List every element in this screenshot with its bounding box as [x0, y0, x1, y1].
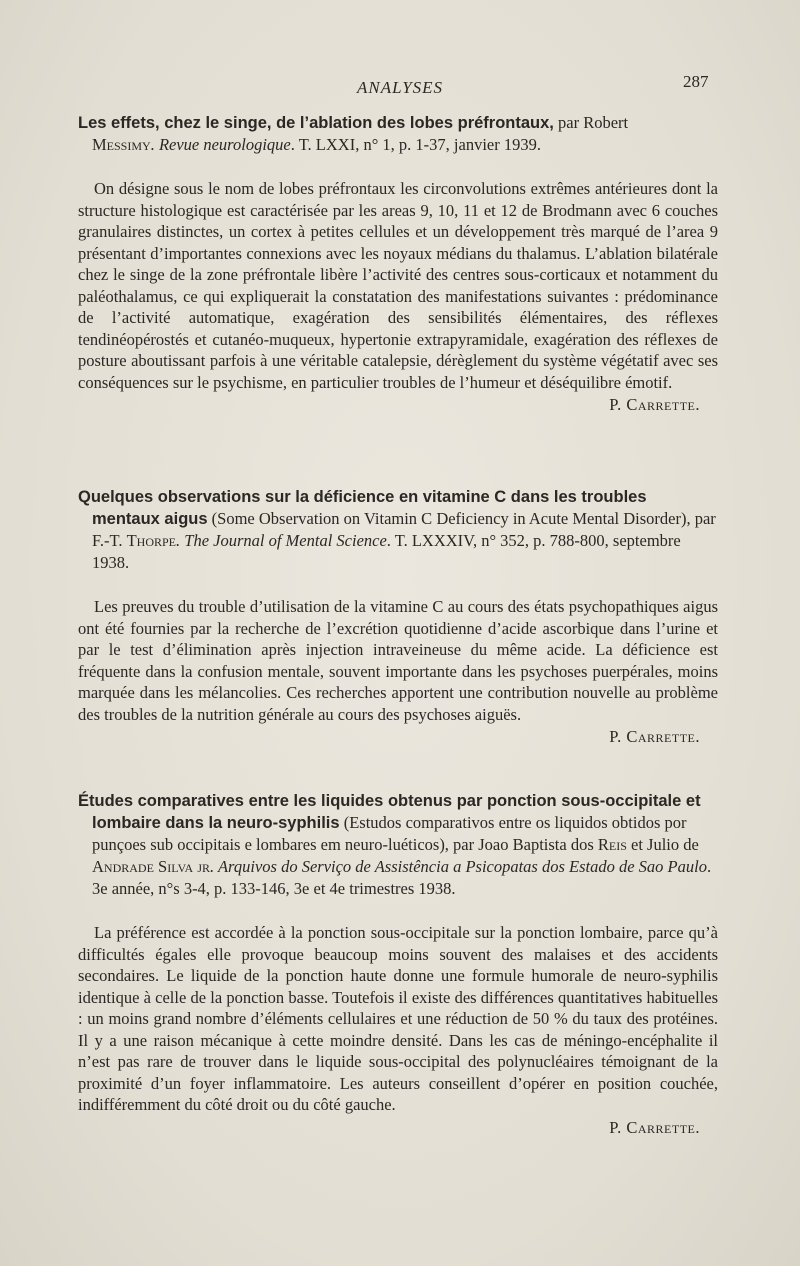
article-2-signature: P. Carrette.: [609, 727, 700, 746]
article-1: [78, 112, 718, 415]
article-2-journal: . The Journal of Mental Science: [176, 531, 387, 550]
article-3-journal: . Arquivos do Serviço de Assistência a Psicopatas dos Estado de Sao Paulo: [210, 857, 707, 876]
article-2-heading: [78, 486, 718, 574]
article-3-title: Études comparatives entre les liquides obtenus par ponction sous-occipitale et lombaire dans la neuro-syphilis: [78, 792, 701, 832]
article-3-ref-mid: et Julio de: [626, 835, 699, 854]
article-3-ref-head: (Estudos comparativos entre os liquidos obtidos por punçoes sub occipitais e lombares em neuro-luéticos), par Joao Baptista dos: [92, 813, 687, 854]
running-title: ANALYSES: [356, 78, 444, 97]
article-3-body: La préférence est accordée à la ponction sous-occipitale sur la ponction lombaire, parce qu’à difficultés égales elle provoque beaucoup moins souvent des malaises et des accidents secondaires. Le liquide de la ponction haute donne une formule humorale de neuro-syphilis identique à celle de la ponction basse. Toutefois il existe des différences quantitatives habituelles : un moins grand nombre d’éléments cellulaires et une réduction de 50 % du taux des protéines. Il y a une raison mécanique à cette moindre densité. Dans les cas de méningo-encéphalite il n’est pas rare de trouver dans le liquide sous-occipital des polynucléaires témoignant de la proximité d’un foyer inflammatoire. Les auteurs conseillent d’opérer en position couchée, indifféremment du côté droit ou du côté gauche.: [78, 923, 718, 1114]
article-1-ref-tail: . T. LXXI, n° 1, p. 1-37, janvier 1939.: [290, 135, 541, 154]
article-2-author: Thorpe: [126, 531, 177, 550]
article-3-heading: [78, 790, 718, 900]
article-1-title: Les effets, chez le singe, de l’ablation des lobes préfrontaux,: [78, 114, 554, 132]
page-number: 287: [683, 72, 709, 91]
article-1-author-prefix: par Robert: [553, 113, 629, 132]
page-header: [0, 72, 800, 102]
article-2-ref-tail: . T. LXXXIV, n° 352, p. 788-800, septembre 1938.: [92, 531, 681, 572]
article-3-signature: P. Carrette.: [609, 1117, 700, 1137]
article-1-journal: . Revue neurologique: [150, 135, 291, 154]
article-3-author-2: Andrade Silva jr: [92, 857, 211, 876]
article-2-title: Quelques observations sur la déficience en vitamine C dans les troubles mentaux aigus: [78, 488, 647, 528]
article-2: [78, 486, 718, 747]
article-1-heading: [78, 112, 718, 134]
article-2-ref-head: (Some Observation on Vitamin C Deficiency in Acute Mental Disorder), par F.-T.: [92, 509, 716, 550]
article-3: [78, 790, 718, 1138]
article-1-author: Messimy: [92, 135, 151, 154]
article-1-reference: [78, 134, 718, 156]
article-2-body: Les preuves du trouble d’utilisation de la vitamine C au cours des états psychopathiques aigus ont été fournies par la recherche de l’excrétion quotidienne d’acide ascorbique dans l’urine et par le test d’élimination après injection intraveineuse du même acide. La déficience est fréquente dans la confusion mentale, souvent importante dans les psychoses puerpérales, moins marquée dans les mélancolies. Ces recherches apportent une contribution nouvelle au problème des troubles de la nutrition générale au cours des psychoses aiguës.: [78, 597, 718, 724]
article-3-ref-tail: . 3e année, n°s 3-4, p. 133-146, 3e et 4e trimestres 1938.: [92, 857, 712, 898]
article-1-body: On désigne sous le nom de lobes préfrontaux les circonvolutions extrêmes antérieures dont la structure histologique est caractérisée par les areas 9, 10, 11 et 12 de Brodmann avec 6 couches granulaires distinctes, un cortex à petites cellules et un développement très marqué de l’area 9 présentant d’importantes connexions avec les noyaux médians du thalamus. L’ablation bilatérale chez le singe de la zone préfrontale libère l’activité des centres sous-corticaux et notamment du paléothalamus, ce qui expliquerait la constatation des manifestations suivantes : prédominance de l’activité automatique, exagération des sensibilités élémentaires, des réflexes tendinéopérostés et cutanéo-muqueux, hypertonie extrapyramidale, exagération des réflexes de posture aboutissant parfois à une véritable catalepsie, dérèglement du système végétatif avec ses conséquences sur le psychisme, en particulier troubles de l’humeur et déséquilibre émotif.: [78, 179, 718, 392]
article-3-author-1: Reis: [597, 835, 627, 854]
article-1-signature: P. Carrette.: [609, 395, 700, 414]
